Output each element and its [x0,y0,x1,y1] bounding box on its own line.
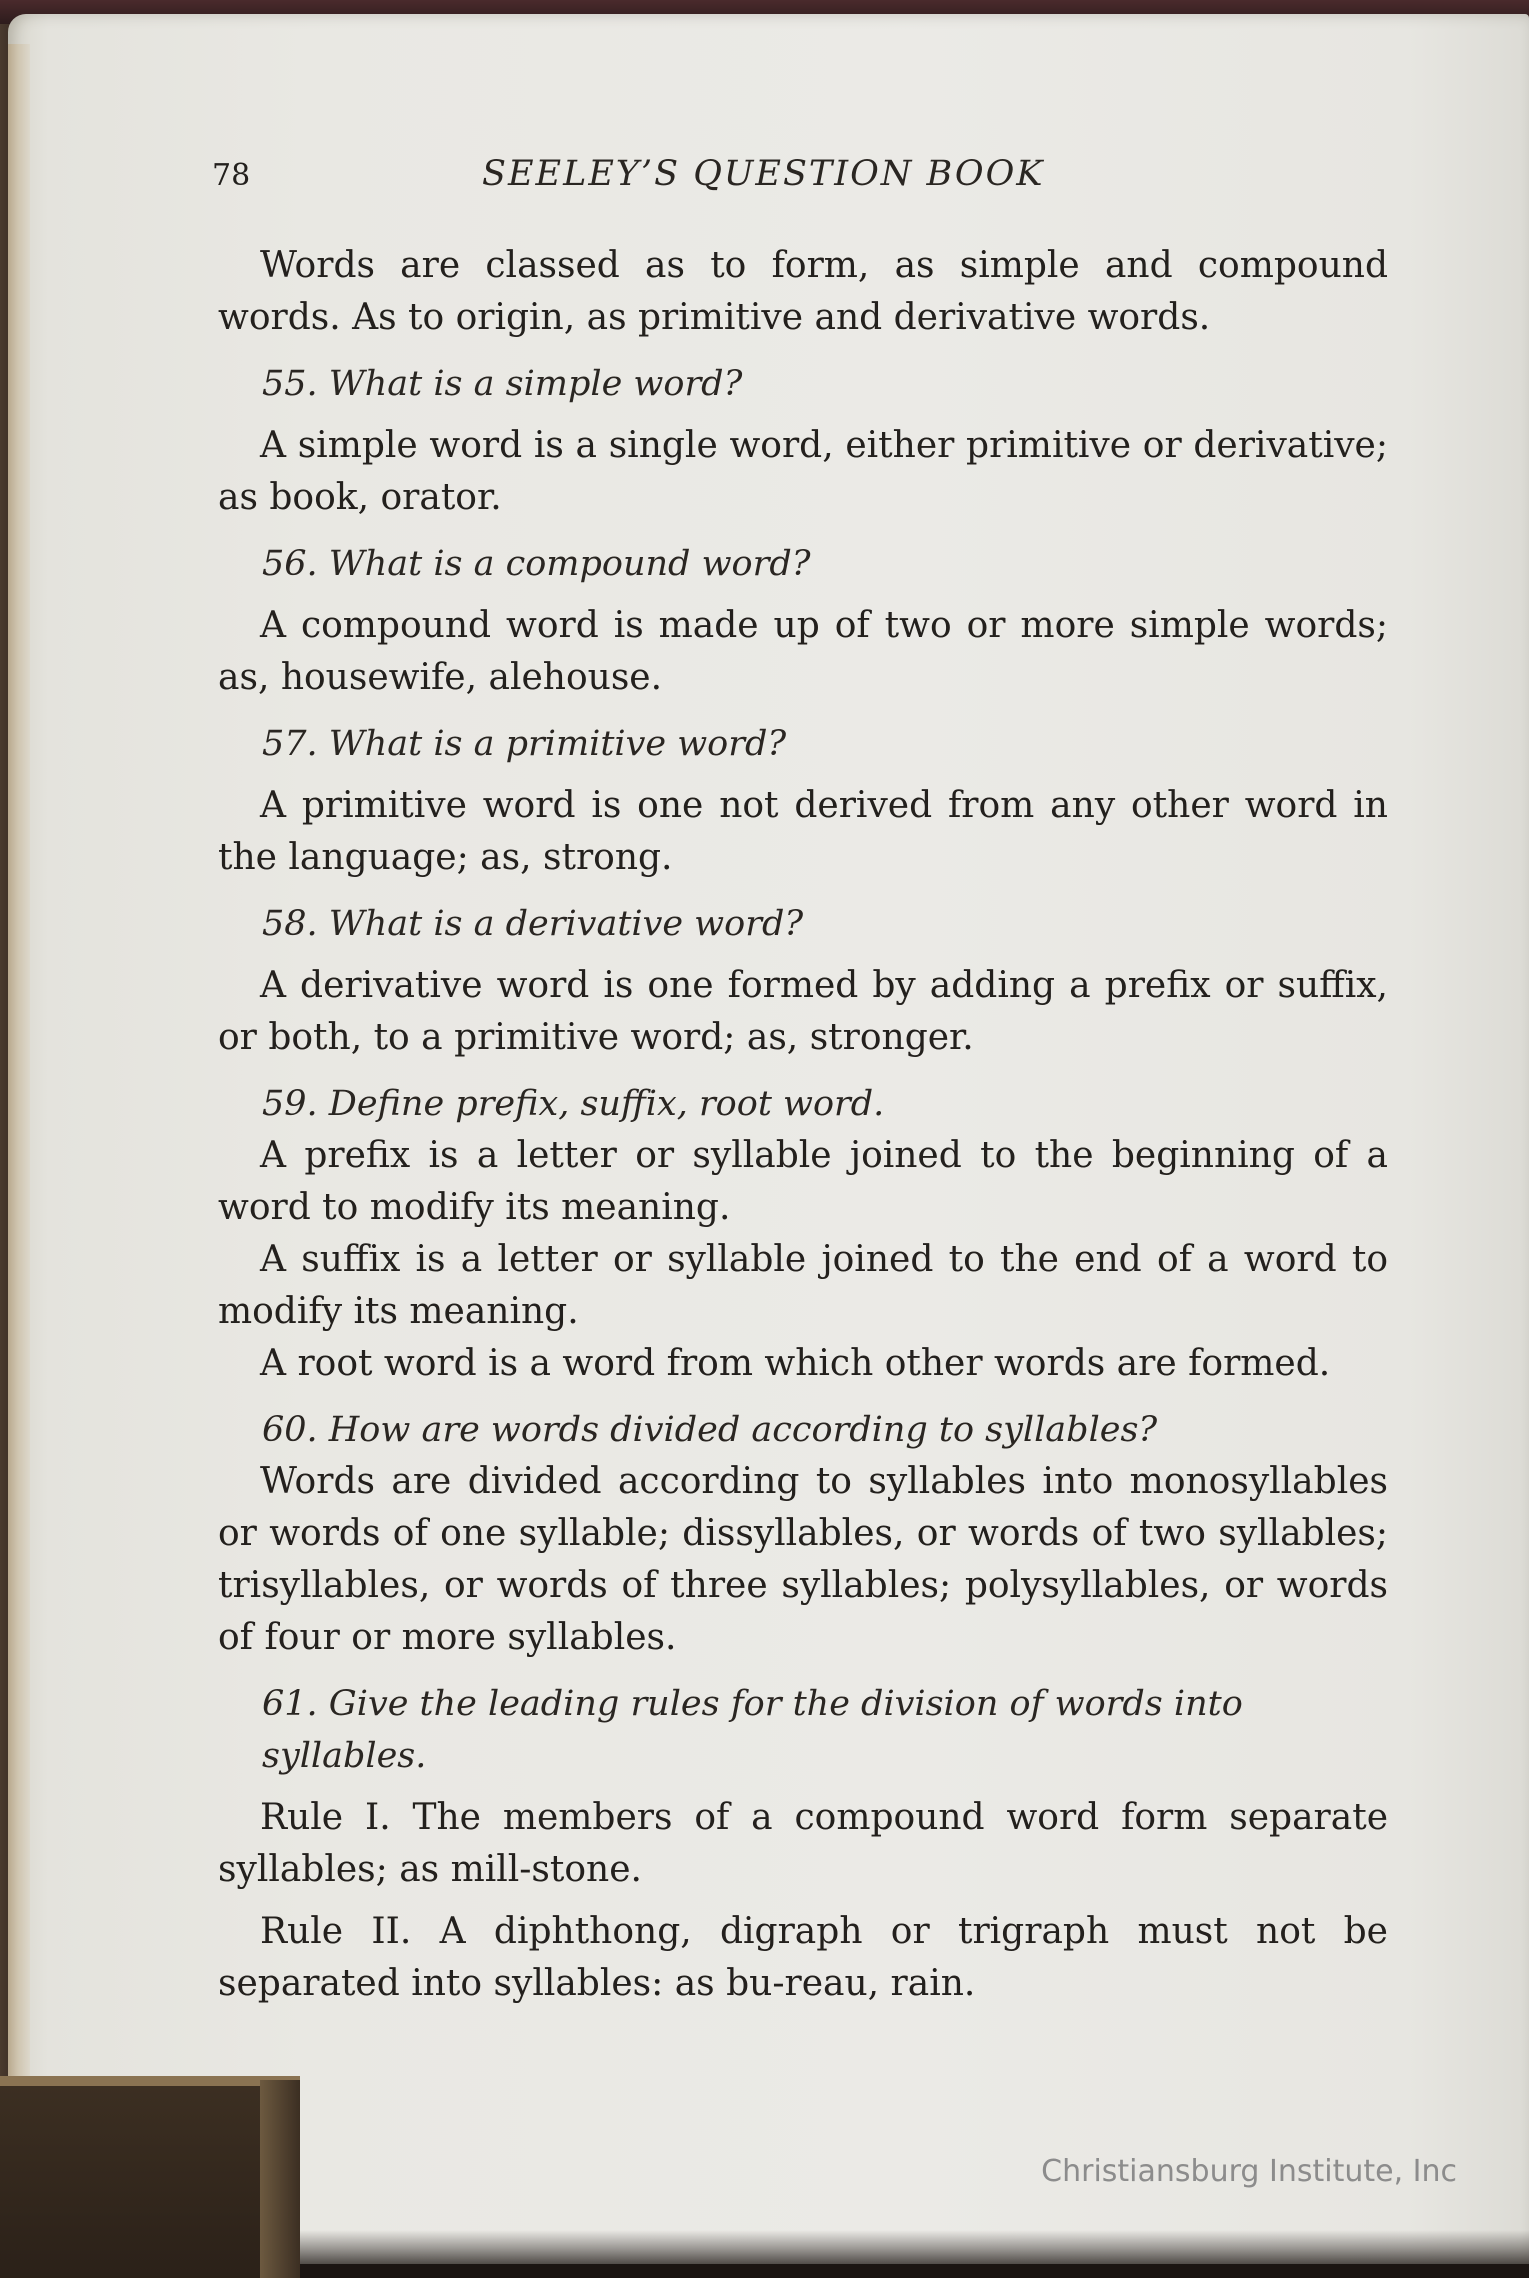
question-text: 57. What is a primitive word? [262,724,787,764]
answer-paragraph: A simple word is a single word, either primitive or derivative; as book, orator. [218,425,1388,518]
page-header [212,150,1392,210]
page-stack-edge [8,44,30,2084]
running-title: SEELEY’S QUESTION BOOK [482,154,1045,194]
question-text: 59. Define prefix, suffix, root word. [262,1084,885,1124]
question-text: 60. How are words divided according to syllables? [262,1410,1158,1450]
answer-paragraph: A root word is a word from which other words are formed. [260,1343,1331,1384]
question-60 [218,1404,1388,1664]
page-body [218,240,1388,2010]
answer-paragraph: A compound word is made up of two or more simple words; as, housewife, alehouse. [218,605,1388,698]
question-55 [218,358,1388,524]
intro-paragraph: Words are classed as to form, as simple and compound words. As to origin, as primitive and derivative words. [218,245,1388,338]
book-tab [0,2076,300,2278]
answer-paragraph: Rule I. The members of a compound word form separate syllables; as mill-stone. [218,1797,1388,1890]
page-number: 78 [212,158,251,193]
question-text: 55. What is a simple word? [262,364,743,404]
book-tab-edge [260,2080,300,2278]
answer-paragraph: Rule II. A diphthong, digraph or trigraph must not be separated into syllables: as bu-reau, rain. [218,1911,1388,2004]
answer-paragraph: A primitive word is one not derived from any other word in the language; as, strong. [218,785,1388,878]
answer-paragraph: A prefix is a letter or syllable joined to the beginning of a word to modify its meaning. [218,1135,1388,1228]
answer-paragraph: A derivative word is one formed by adding a prefix or suffix, or both, to a primitive word; as, stronger. [218,965,1388,1058]
question-61 [218,1678,1388,2010]
question-58 [218,898,1388,1064]
question-59 [218,1078,1388,1390]
answer-paragraph: A suffix is a letter or syllable joined to the end of a word to modify its meaning. [218,1239,1388,1332]
question-56 [218,538,1388,704]
answer-paragraph: Words are divided according to syllables into monosyllables or words of one syllable; dissyllables, or words of two syllables; trisyllables, or words of three syllables; polysyllables, or words of four or more syllables. [218,1461,1388,1658]
question-text: 56. What is a compound word? [262,544,811,584]
question-57 [218,718,1388,884]
question-text: 61. Give the leading rules for the division of words into syllables. [262,1684,1243,1776]
watermark-credit: Christiansburg Institute, Inc [1041,2154,1457,2189]
question-text: 58. What is a derivative word? [262,904,804,944]
